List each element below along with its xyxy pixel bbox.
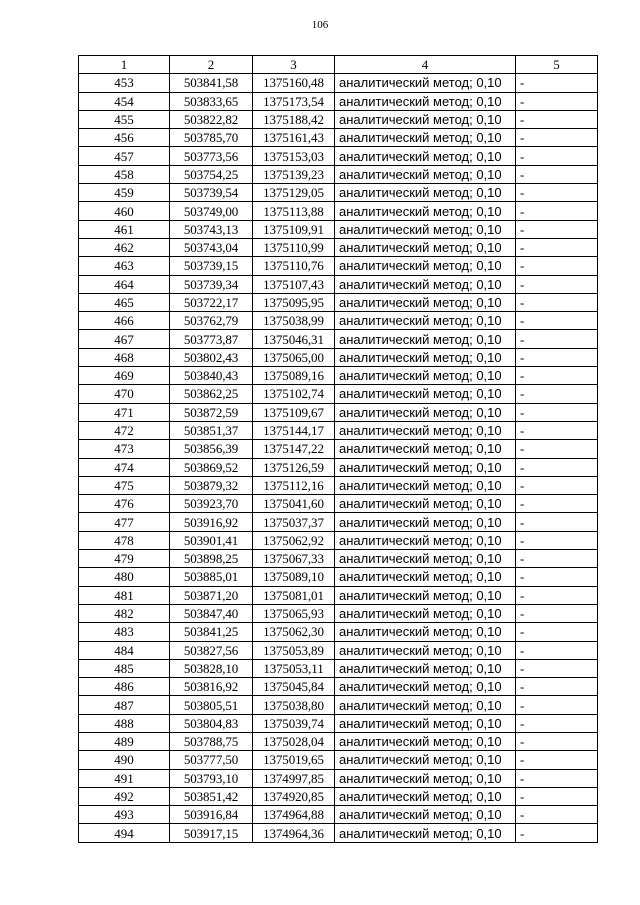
x-coordinate-cell: 503754,25 xyxy=(170,165,253,183)
table-row xyxy=(79,110,598,128)
x-coordinate-cell: 503869,52 xyxy=(170,458,253,476)
point-number-cell: 473 xyxy=(79,440,170,458)
x-coordinate-cell: 503722,17 xyxy=(170,293,253,311)
table-row xyxy=(79,824,598,842)
x-coordinate-cell: 503862,25 xyxy=(170,385,253,403)
y-coordinate-cell: 1374964,36 xyxy=(253,824,335,842)
y-coordinate-cell: 1375037,37 xyxy=(253,513,335,531)
table-row xyxy=(79,513,598,531)
x-coordinate-cell: 503851,37 xyxy=(170,421,253,439)
method-accuracy-cell: аналитический метод; 0,10 xyxy=(335,659,516,677)
description-cell: - xyxy=(516,495,598,513)
x-coordinate-cell: 503773,56 xyxy=(170,147,253,165)
method-accuracy-cell: аналитический метод; 0,10 xyxy=(335,348,516,366)
point-number-cell: 488 xyxy=(79,714,170,732)
description-cell: - xyxy=(516,641,598,659)
y-coordinate-cell: 1375160,48 xyxy=(253,74,335,92)
table-row xyxy=(79,220,598,238)
table-row xyxy=(79,732,598,750)
table-row xyxy=(79,238,598,256)
y-coordinate-cell: 1375188,42 xyxy=(253,110,335,128)
y-coordinate-cell: 1375028,04 xyxy=(253,732,335,750)
method-accuracy-cell: аналитический метод; 0,10 xyxy=(335,751,516,769)
description-cell: - xyxy=(516,604,598,622)
table-body xyxy=(79,74,598,842)
x-coordinate-cell: 503885,01 xyxy=(170,568,253,586)
y-coordinate-cell: 1375129,05 xyxy=(253,184,335,202)
table-row xyxy=(79,129,598,147)
y-coordinate-cell: 1375109,67 xyxy=(253,403,335,421)
description-cell: - xyxy=(516,421,598,439)
y-coordinate-cell: 1375065,93 xyxy=(253,604,335,622)
point-number-cell: 472 xyxy=(79,421,170,439)
description-cell: - xyxy=(516,568,598,586)
y-coordinate-cell: 1375153,03 xyxy=(253,147,335,165)
x-coordinate-cell: 503785,70 xyxy=(170,129,253,147)
x-coordinate-cell: 503739,15 xyxy=(170,257,253,275)
table-row xyxy=(79,678,598,696)
point-number-cell: 468 xyxy=(79,348,170,366)
description-cell: - xyxy=(516,769,598,787)
description-cell: - xyxy=(516,165,598,183)
method-accuracy-cell: аналитический метод; 0,10 xyxy=(335,696,516,714)
table-row xyxy=(79,74,598,92)
x-coordinate-cell: 503923,70 xyxy=(170,495,253,513)
method-accuracy-cell: аналитический метод; 0,10 xyxy=(335,202,516,220)
table-header-row xyxy=(79,56,598,74)
description-cell: - xyxy=(516,531,598,549)
table-row xyxy=(79,623,598,641)
y-coordinate-cell: 1375173,54 xyxy=(253,92,335,110)
description-cell: - xyxy=(516,184,598,202)
method-accuracy-cell: аналитический метод; 0,10 xyxy=(335,769,516,787)
point-number-cell: 460 xyxy=(79,202,170,220)
table-row xyxy=(79,257,598,275)
point-number-cell: 467 xyxy=(79,330,170,348)
x-coordinate-cell: 503916,84 xyxy=(170,806,253,824)
x-coordinate-cell: 503749,00 xyxy=(170,202,253,220)
table-row xyxy=(79,147,598,165)
table-row xyxy=(79,312,598,330)
description-cell: - xyxy=(516,623,598,641)
method-accuracy-cell: аналитический метод; 0,10 xyxy=(335,440,516,458)
table-row xyxy=(79,184,598,202)
header-cell-method-accuracy: 4 xyxy=(335,56,516,74)
method-accuracy-cell: аналитический метод; 0,10 xyxy=(335,110,516,128)
y-coordinate-cell: 1375161,43 xyxy=(253,129,335,147)
y-coordinate-cell: 1375038,80 xyxy=(253,696,335,714)
y-coordinate-cell: 1375067,33 xyxy=(253,550,335,568)
point-number-cell: 486 xyxy=(79,678,170,696)
point-number-cell: 482 xyxy=(79,604,170,622)
y-coordinate-cell: 1375113,88 xyxy=(253,202,335,220)
description-cell: - xyxy=(516,330,598,348)
description-cell: - xyxy=(516,92,598,110)
x-coordinate-cell: 503856,39 xyxy=(170,440,253,458)
point-number-cell: 490 xyxy=(79,751,170,769)
method-accuracy-cell: аналитический метод; 0,10 xyxy=(335,257,516,275)
y-coordinate-cell: 1375039,74 xyxy=(253,714,335,732)
description-cell: - xyxy=(516,312,598,330)
y-coordinate-cell: 1375126,59 xyxy=(253,458,335,476)
method-accuracy-cell: аналитический метод; 0,10 xyxy=(335,330,516,348)
table-row xyxy=(79,202,598,220)
x-coordinate-cell: 503777,50 xyxy=(170,751,253,769)
method-accuracy-cell: аналитический метод; 0,10 xyxy=(335,604,516,622)
point-number-cell: 469 xyxy=(79,367,170,385)
y-coordinate-cell: 1375112,16 xyxy=(253,476,335,494)
y-coordinate-cell: 1375019,65 xyxy=(253,751,335,769)
y-coordinate-cell: 1375110,99 xyxy=(253,238,335,256)
x-coordinate-cell: 503743,04 xyxy=(170,238,253,256)
x-coordinate-cell: 503773,87 xyxy=(170,330,253,348)
y-coordinate-cell: 1375110,76 xyxy=(253,257,335,275)
table-row xyxy=(79,275,598,293)
method-accuracy-cell: аналитический метод; 0,10 xyxy=(335,678,516,696)
point-number-cell: 463 xyxy=(79,257,170,275)
x-coordinate-cell: 503828,10 xyxy=(170,659,253,677)
x-coordinate-cell: 503739,34 xyxy=(170,275,253,293)
y-coordinate-cell: 1375046,31 xyxy=(253,330,335,348)
method-accuracy-cell: аналитический метод; 0,10 xyxy=(335,513,516,531)
method-accuracy-cell: аналитический метод; 0,10 xyxy=(335,238,516,256)
table-row xyxy=(79,440,598,458)
point-number-cell: 474 xyxy=(79,458,170,476)
table-row xyxy=(79,92,598,110)
point-number-cell: 481 xyxy=(79,586,170,604)
description-cell: - xyxy=(516,714,598,732)
point-number-cell: 478 xyxy=(79,531,170,549)
method-accuracy-cell: аналитический метод; 0,10 xyxy=(335,312,516,330)
y-coordinate-cell: 1375053,11 xyxy=(253,659,335,677)
y-coordinate-cell: 1374964,88 xyxy=(253,806,335,824)
table-row xyxy=(79,458,598,476)
method-accuracy-cell: аналитический метод; 0,10 xyxy=(335,714,516,732)
x-coordinate-cell: 503841,25 xyxy=(170,623,253,641)
table-row xyxy=(79,531,598,549)
point-number-cell: 483 xyxy=(79,623,170,641)
method-accuracy-cell: аналитический метод; 0,10 xyxy=(335,495,516,513)
x-coordinate-cell: 503847,40 xyxy=(170,604,253,622)
point-number-cell: 492 xyxy=(79,787,170,805)
table-row xyxy=(79,751,598,769)
y-coordinate-cell: 1375102,74 xyxy=(253,385,335,403)
point-number-cell: 475 xyxy=(79,476,170,494)
point-number-cell: 476 xyxy=(79,495,170,513)
x-coordinate-cell: 503898,25 xyxy=(170,550,253,568)
header-cell-x-coordinate: 2 xyxy=(170,56,253,74)
method-accuracy-cell: аналитический метод; 0,10 xyxy=(335,74,516,92)
x-coordinate-cell: 503872,59 xyxy=(170,403,253,421)
description-cell: - xyxy=(516,220,598,238)
y-coordinate-cell: 1375147,22 xyxy=(253,440,335,458)
description-cell: - xyxy=(516,440,598,458)
description-cell: - xyxy=(516,238,598,256)
description-cell: - xyxy=(516,293,598,311)
x-coordinate-cell: 503762,79 xyxy=(170,312,253,330)
y-coordinate-cell: 1375062,92 xyxy=(253,531,335,549)
method-accuracy-cell: аналитический метод; 0,10 xyxy=(335,806,516,824)
y-coordinate-cell: 1375041,60 xyxy=(253,495,335,513)
table-row xyxy=(79,348,598,366)
point-number-cell: 457 xyxy=(79,147,170,165)
method-accuracy-cell: аналитический метод; 0,10 xyxy=(335,184,516,202)
header-cell-point-number: 1 xyxy=(79,56,170,74)
description-cell: - xyxy=(516,513,598,531)
y-coordinate-cell: 1375053,89 xyxy=(253,641,335,659)
description-cell: - xyxy=(516,458,598,476)
point-number-cell: 485 xyxy=(79,659,170,677)
x-coordinate-cell: 503871,20 xyxy=(170,586,253,604)
y-coordinate-cell: 1375089,16 xyxy=(253,367,335,385)
x-coordinate-cell: 503917,15 xyxy=(170,824,253,842)
table-row xyxy=(79,586,598,604)
table-row xyxy=(79,495,598,513)
method-accuracy-cell: аналитический метод; 0,10 xyxy=(335,824,516,842)
table-row xyxy=(79,367,598,385)
method-accuracy-cell: аналитический метод; 0,10 xyxy=(335,147,516,165)
point-number-cell: 466 xyxy=(79,312,170,330)
description-cell: - xyxy=(516,824,598,842)
coordinates-table xyxy=(78,55,598,843)
method-accuracy-cell: аналитический метод; 0,10 xyxy=(335,586,516,604)
method-accuracy-cell: аналитический метод; 0,10 xyxy=(335,367,516,385)
method-accuracy-cell: аналитический метод; 0,10 xyxy=(335,476,516,494)
method-accuracy-cell: аналитический метод; 0,10 xyxy=(335,787,516,805)
point-number-cell: 494 xyxy=(79,824,170,842)
point-number-cell: 471 xyxy=(79,403,170,421)
method-accuracy-cell: аналитический метод; 0,10 xyxy=(335,293,516,311)
description-cell: - xyxy=(516,385,598,403)
y-coordinate-cell: 1374920,85 xyxy=(253,787,335,805)
point-number-cell: 487 xyxy=(79,696,170,714)
description-cell: - xyxy=(516,257,598,275)
y-coordinate-cell: 1375081,01 xyxy=(253,586,335,604)
point-number-cell: 477 xyxy=(79,513,170,531)
point-number-cell: 461 xyxy=(79,220,170,238)
point-number-cell: 479 xyxy=(79,550,170,568)
description-cell: - xyxy=(516,678,598,696)
x-coordinate-cell: 503802,43 xyxy=(170,348,253,366)
method-accuracy-cell: аналитический метод; 0,10 xyxy=(335,531,516,549)
table-row xyxy=(79,330,598,348)
y-coordinate-cell: 1375045,84 xyxy=(253,678,335,696)
description-cell: - xyxy=(516,659,598,677)
point-number-cell: 489 xyxy=(79,732,170,750)
description-cell: - xyxy=(516,476,598,494)
description-cell: - xyxy=(516,696,598,714)
table-row xyxy=(79,806,598,824)
table-row xyxy=(79,476,598,494)
method-accuracy-cell: аналитический метод; 0,10 xyxy=(335,129,516,147)
method-accuracy-cell: аналитический метод; 0,10 xyxy=(335,550,516,568)
header-cell-y-coordinate: 3 xyxy=(253,56,335,74)
x-coordinate-cell: 503827,56 xyxy=(170,641,253,659)
point-number-cell: 458 xyxy=(79,165,170,183)
x-coordinate-cell: 503851,42 xyxy=(170,787,253,805)
method-accuracy-cell: аналитический метод; 0,10 xyxy=(335,92,516,110)
description-cell: - xyxy=(516,147,598,165)
method-accuracy-cell: аналитический метод; 0,10 xyxy=(335,385,516,403)
point-number-cell: 456 xyxy=(79,129,170,147)
description-cell: - xyxy=(516,275,598,293)
table-row xyxy=(79,604,598,622)
method-accuracy-cell: аналитический метод; 0,10 xyxy=(335,421,516,439)
method-accuracy-cell: аналитический метод; 0,10 xyxy=(335,165,516,183)
x-coordinate-cell: 503816,92 xyxy=(170,678,253,696)
table-row xyxy=(79,641,598,659)
description-cell: - xyxy=(516,74,598,92)
point-number-cell: 493 xyxy=(79,806,170,824)
x-coordinate-cell: 503879,32 xyxy=(170,476,253,494)
x-coordinate-cell: 503822,82 xyxy=(170,110,253,128)
table-row xyxy=(79,165,598,183)
x-coordinate-cell: 503788,75 xyxy=(170,732,253,750)
x-coordinate-cell: 503840,43 xyxy=(170,367,253,385)
description-cell: - xyxy=(516,586,598,604)
method-accuracy-cell: аналитический метод; 0,10 xyxy=(335,220,516,238)
y-coordinate-cell: 1374997,85 xyxy=(253,769,335,787)
y-coordinate-cell: 1375107,43 xyxy=(253,275,335,293)
description-cell: - xyxy=(516,550,598,568)
method-accuracy-cell: аналитический метод; 0,10 xyxy=(335,275,516,293)
description-cell: - xyxy=(516,732,598,750)
table-row xyxy=(79,403,598,421)
x-coordinate-cell: 503805,51 xyxy=(170,696,253,714)
description-cell: - xyxy=(516,202,598,220)
x-coordinate-cell: 503804,83 xyxy=(170,714,253,732)
table-row xyxy=(79,659,598,677)
x-coordinate-cell: 503901,41 xyxy=(170,531,253,549)
x-coordinate-cell: 503916,92 xyxy=(170,513,253,531)
table-row xyxy=(79,550,598,568)
point-number-cell: 454 xyxy=(79,92,170,110)
x-coordinate-cell: 503833,65 xyxy=(170,92,253,110)
description-cell: - xyxy=(516,110,598,128)
point-number-cell: 470 xyxy=(79,385,170,403)
description-cell: - xyxy=(516,787,598,805)
table-row xyxy=(79,421,598,439)
method-accuracy-cell: аналитический метод; 0,10 xyxy=(335,403,516,421)
method-accuracy-cell: аналитический метод; 0,10 xyxy=(335,458,516,476)
y-coordinate-cell: 1375095,95 xyxy=(253,293,335,311)
point-number-cell: 480 xyxy=(79,568,170,586)
description-cell: - xyxy=(516,348,598,366)
header-cell-description: 5 xyxy=(516,56,598,74)
x-coordinate-cell: 503739,54 xyxy=(170,184,253,202)
point-number-cell: 484 xyxy=(79,641,170,659)
table-row xyxy=(79,696,598,714)
description-cell: - xyxy=(516,806,598,824)
x-coordinate-cell: 503743,13 xyxy=(170,220,253,238)
table-row xyxy=(79,385,598,403)
point-number-cell: 462 xyxy=(79,238,170,256)
y-coordinate-cell: 1375144,17 xyxy=(253,421,335,439)
y-coordinate-cell: 1375065,00 xyxy=(253,348,335,366)
y-coordinate-cell: 1375109,91 xyxy=(253,220,335,238)
page-number: 106 xyxy=(311,19,329,31)
y-coordinate-cell: 1375139,23 xyxy=(253,165,335,183)
description-cell: - xyxy=(516,403,598,421)
point-number-cell: 491 xyxy=(79,769,170,787)
point-number-cell: 459 xyxy=(79,184,170,202)
method-accuracy-cell: аналитический метод; 0,10 xyxy=(335,568,516,586)
description-cell: - xyxy=(516,129,598,147)
y-coordinate-cell: 1375038,99 xyxy=(253,312,335,330)
table-row xyxy=(79,787,598,805)
description-cell: - xyxy=(516,367,598,385)
table-row xyxy=(79,293,598,311)
description-cell: - xyxy=(516,751,598,769)
method-accuracy-cell: аналитический метод; 0,10 xyxy=(335,623,516,641)
x-coordinate-cell: 503841,58 xyxy=(170,74,253,92)
table-row xyxy=(79,568,598,586)
method-accuracy-cell: аналитический метод; 0,10 xyxy=(335,732,516,750)
method-accuracy-cell: аналитический метод; 0,10 xyxy=(335,641,516,659)
point-number-cell: 455 xyxy=(79,110,170,128)
point-number-cell: 465 xyxy=(79,293,170,311)
table-row xyxy=(79,714,598,732)
table-row xyxy=(79,769,598,787)
y-coordinate-cell: 1375062,30 xyxy=(253,623,335,641)
point-number-cell: 464 xyxy=(79,275,170,293)
x-coordinate-cell: 503793,10 xyxy=(170,769,253,787)
y-coordinate-cell: 1375089,10 xyxy=(253,568,335,586)
point-number-cell: 453 xyxy=(79,74,170,92)
